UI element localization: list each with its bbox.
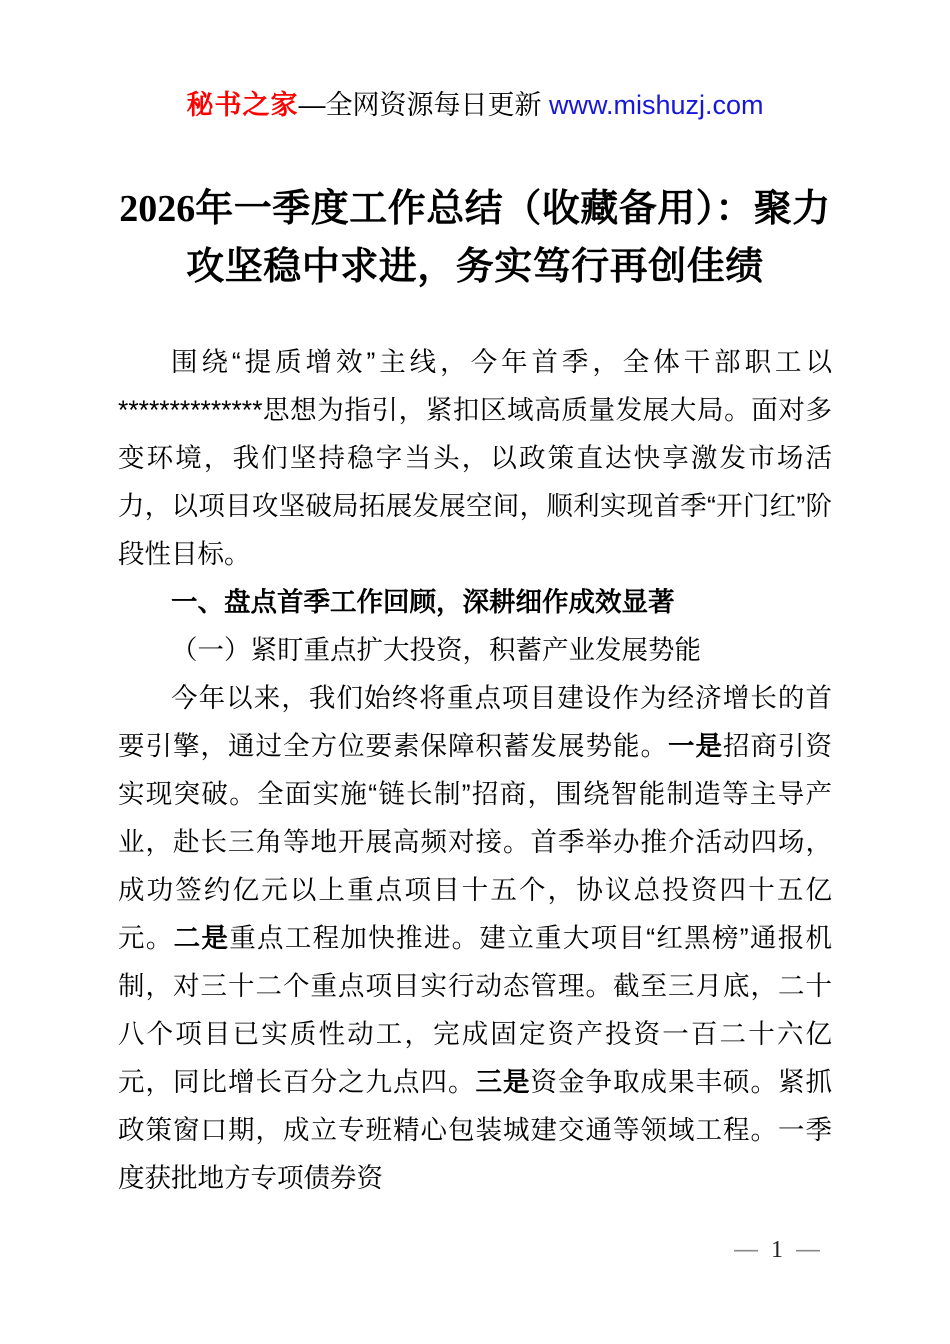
page-number-dash-left: —: [734, 1236, 758, 1263]
page-number-dash-right: —: [796, 1236, 820, 1263]
site-header: [0, 0, 950, 122]
site-url-link[interactable]: www.mishuzj.com: [548, 90, 764, 120]
page-number: [734, 1236, 820, 1264]
site-tagline: —全网资源每日更新: [298, 90, 549, 120]
document-title: [118, 180, 832, 296]
subsection-heading-1-1: （一）紧盯重点扩大投资，积蓄产业发展势能: [171, 635, 701, 665]
document-body: [118, 338, 832, 1202]
text-run: 今年以来，我们始终将重点项目建设作为经济增长的首要引擎，通过全方位要素保障积蓄发展势能。: [118, 683, 832, 761]
text-run: 围绕“提质增效”主线，今年首季，全体干部职工以**************思想为指引，紧扣区域高质量发展大局。面对多变环境，我们坚持稳字当头，以政策直达快享激发市场活力，以项目攻坚破局拓展发展空间，顺利实现首季“开门红”阶段性目标。: [118, 347, 832, 569]
text-run: 资金争取成果丰硕。紧抓政策窗口期，成立专班精心包装城建交通等领域工程。一季度获批地方专项债券资: [118, 1067, 832, 1193]
text-run: 重点工程加快推进。建立重大项目“红黑榜”通报机制，对三十二个重点项目实行动态管理。截至三月底，二十八个项目已实质性动工，完成固定资产投资一百二十六亿元，同比增长百分之九点四。: [118, 923, 833, 1097]
text-run: 年一季度工作总结（收藏备用）：聚力攻坚稳中求进，务实笃行再创佳绩: [186, 188, 831, 288]
page-number-value: 1: [771, 1237, 783, 1263]
text-run: 招商引资实现突破。全面实施“链长制”招商，围绕智能制造等主导产业，赴长三角等地开展高频对接。首季举办推介活动四场，成功签约亿元以上重点项目十五个，协议总投资四十五亿元。: [118, 731, 832, 953]
section-heading-1: 一、盘点首季工作回顾，深耕细作成效显著: [171, 587, 675, 617]
text-run: 2026: [119, 188, 196, 230]
site-name: 秘书之家: [186, 90, 299, 120]
text-run: 二是: [173, 923, 230, 953]
paragraph-intro: [118, 338, 832, 578]
text-run: 三是: [475, 1067, 531, 1097]
text-run: 一是: [668, 731, 723, 761]
paragraph-section-1-1: [118, 674, 832, 1202]
